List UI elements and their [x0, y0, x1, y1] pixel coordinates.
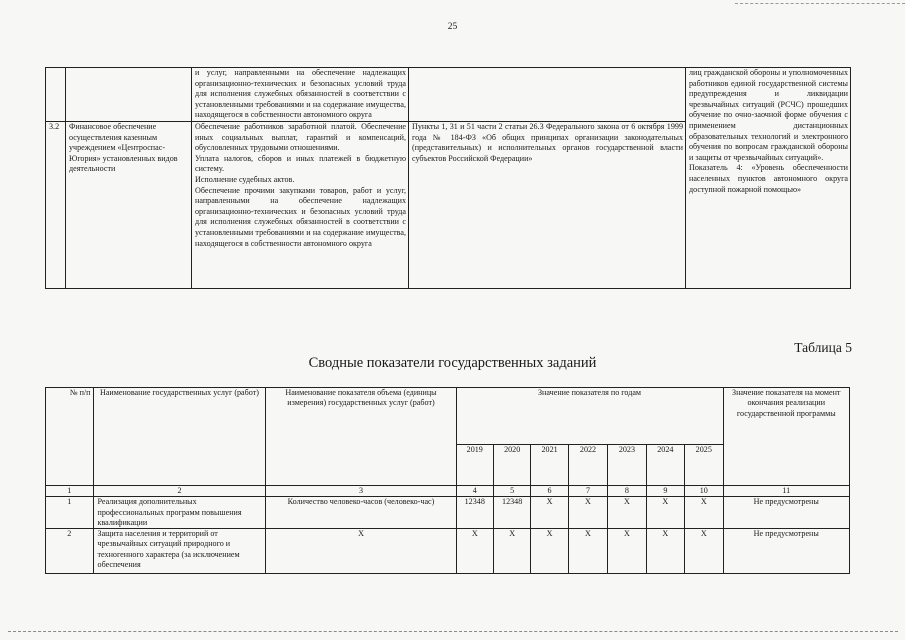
column-number: 11 [723, 486, 850, 497]
cell-value: X [646, 529, 684, 574]
column-number: 2 [93, 486, 266, 497]
year-header: 2019 [456, 445, 493, 486]
cell-value: X [531, 497, 568, 529]
cell-value: X [568, 529, 607, 574]
cell-final: Не предусмотрены [723, 529, 850, 574]
activities-table [45, 67, 851, 289]
year-header: 2025 [685, 445, 723, 486]
cell-activity-name: Финансовое обеспечение осуществления казенным учреждением «Центроспас-Югория» установленных видов деятельности [66, 121, 192, 288]
table-row [46, 497, 850, 529]
table-row [46, 68, 851, 122]
content-paragraph: Обеспечение работников заработной платой. Обеспечение иных социальных выплат, гарантий и компенсаций, обусловленных трудовыми отношениями. [195, 121, 406, 153]
cell-empty [46, 68, 66, 122]
column-number: 7 [568, 486, 607, 497]
cell-num: 1 [46, 497, 94, 529]
page-number: 25 [447, 22, 458, 32]
cell-value: X [493, 529, 530, 574]
scan-edge-top [735, 3, 905, 4]
table-label: Таблица 5 [794, 340, 852, 355]
cell-indicators [686, 68, 851, 289]
cell-indicator: X [266, 529, 456, 574]
cell-num: 2 [46, 529, 94, 574]
column-number: 8 [608, 486, 646, 497]
cell-row-number: 3.2 [46, 121, 66, 288]
content-paragraph: Уплата налогов, сборов и иных платежей в бюджетную систему. [195, 153, 406, 174]
column-number: 5 [493, 486, 530, 497]
column-number: 1 [46, 486, 94, 497]
cell-value: X [568, 497, 607, 529]
column-number: 6 [531, 486, 568, 497]
cell-empty [409, 68, 686, 122]
content-paragraph: Исполнение судебных актов. [195, 174, 295, 184]
cell-final: Не предусмотрены [723, 497, 850, 529]
cell-service: Реализация дополнительных профессиональных программ повышения квалификации [93, 497, 266, 529]
cell-value: 12348 [493, 497, 530, 529]
column-number: 9 [646, 486, 684, 497]
year-header: 2023 [608, 445, 646, 486]
header-final-value: Значение показателя на момент окончания реализации государственной программы [723, 388, 850, 486]
content-paragraph: Обеспечение прочими закупками товаров, работ и услуг, направленными на обеспечение надлежащих организационно-технических и безопасных условий труда для исполнения служебных обязанностей в соответствии с установленными требованиями и на содержание имущества, находящегося в собственности автономного округа [195, 185, 406, 248]
cell-value: X [685, 529, 723, 574]
year-header: 2022 [568, 445, 607, 486]
cell-service: Защита населения и территорий от чрезвычайных ситуаций природного и техногенного характера (за исключением обеспечения [93, 529, 266, 574]
header-row [46, 388, 850, 445]
column-number: 10 [685, 486, 723, 497]
year-header: 2024 [646, 445, 684, 486]
year-header: 2021 [531, 445, 568, 486]
cell-value: X [608, 529, 646, 574]
cell-value: X [531, 529, 568, 574]
cell-activity-content: и услуг, направленными на обеспечение надлежащих организационно-технических и безопасных условий труда для исполнения служебных обязанностей в соответствии с установленными требованиями и на содержание имущества, находящегося в собственности автономного округа [192, 68, 409, 122]
header-indicator-name: Наименование показателя объема (единицы измерения) государственных услуг (работ) [266, 388, 456, 486]
column-number: 4 [456, 486, 493, 497]
cell-activity-content [192, 121, 409, 288]
cell-legal-basis: Пункты 1, 31 и 51 части 2 статьи 26.3 Федерального закона от 6 октября 1999 года № 184-ФЗ «Об общих принципах организации законодательных (представительных) и исполнительных органов государственной власти субъектов Российской Федерации» [409, 121, 686, 288]
cell-value: X [646, 497, 684, 529]
year-header: 2020 [493, 445, 530, 486]
column-number: 3 [266, 486, 456, 497]
scan-edge-bottom [8, 631, 898, 632]
cell-value: 12348 [456, 497, 493, 529]
column-number-row [46, 486, 850, 497]
table-title: Сводные показатели государственных заданий [308, 355, 597, 371]
header-num: № п/п [46, 388, 94, 486]
cell-empty [66, 68, 192, 122]
indicator-4-text: Показатель 4: «Уровень обеспеченности населенных пунктов автономного округа доступной пожарной помощью» [689, 163, 848, 194]
table-row [46, 529, 850, 574]
cell-indicator: Количество человеко-часов (человеко-час) [266, 497, 456, 529]
header-values-by-year: Значение показателя по годам [456, 388, 723, 445]
cell-value: X [608, 497, 646, 529]
header-service-name: Наименование государственных услуг (работ) [93, 388, 266, 486]
cell-value: X [685, 497, 723, 529]
indicator-text: лиц гражданской обороны и уполномоченных работников единой государственной системы предупреждения и ликвидации чрезвычайных ситуаций (РСЧС) прошедших обучение по очно-заочной форме обучения с применением дистанционных образовательных технологий и электронного обучения по вопросам гражданской обороны и защиты от чрезвычайных ситуаций». [689, 68, 848, 162]
state-assignments-table [45, 387, 850, 574]
cell-value: X [456, 529, 493, 574]
